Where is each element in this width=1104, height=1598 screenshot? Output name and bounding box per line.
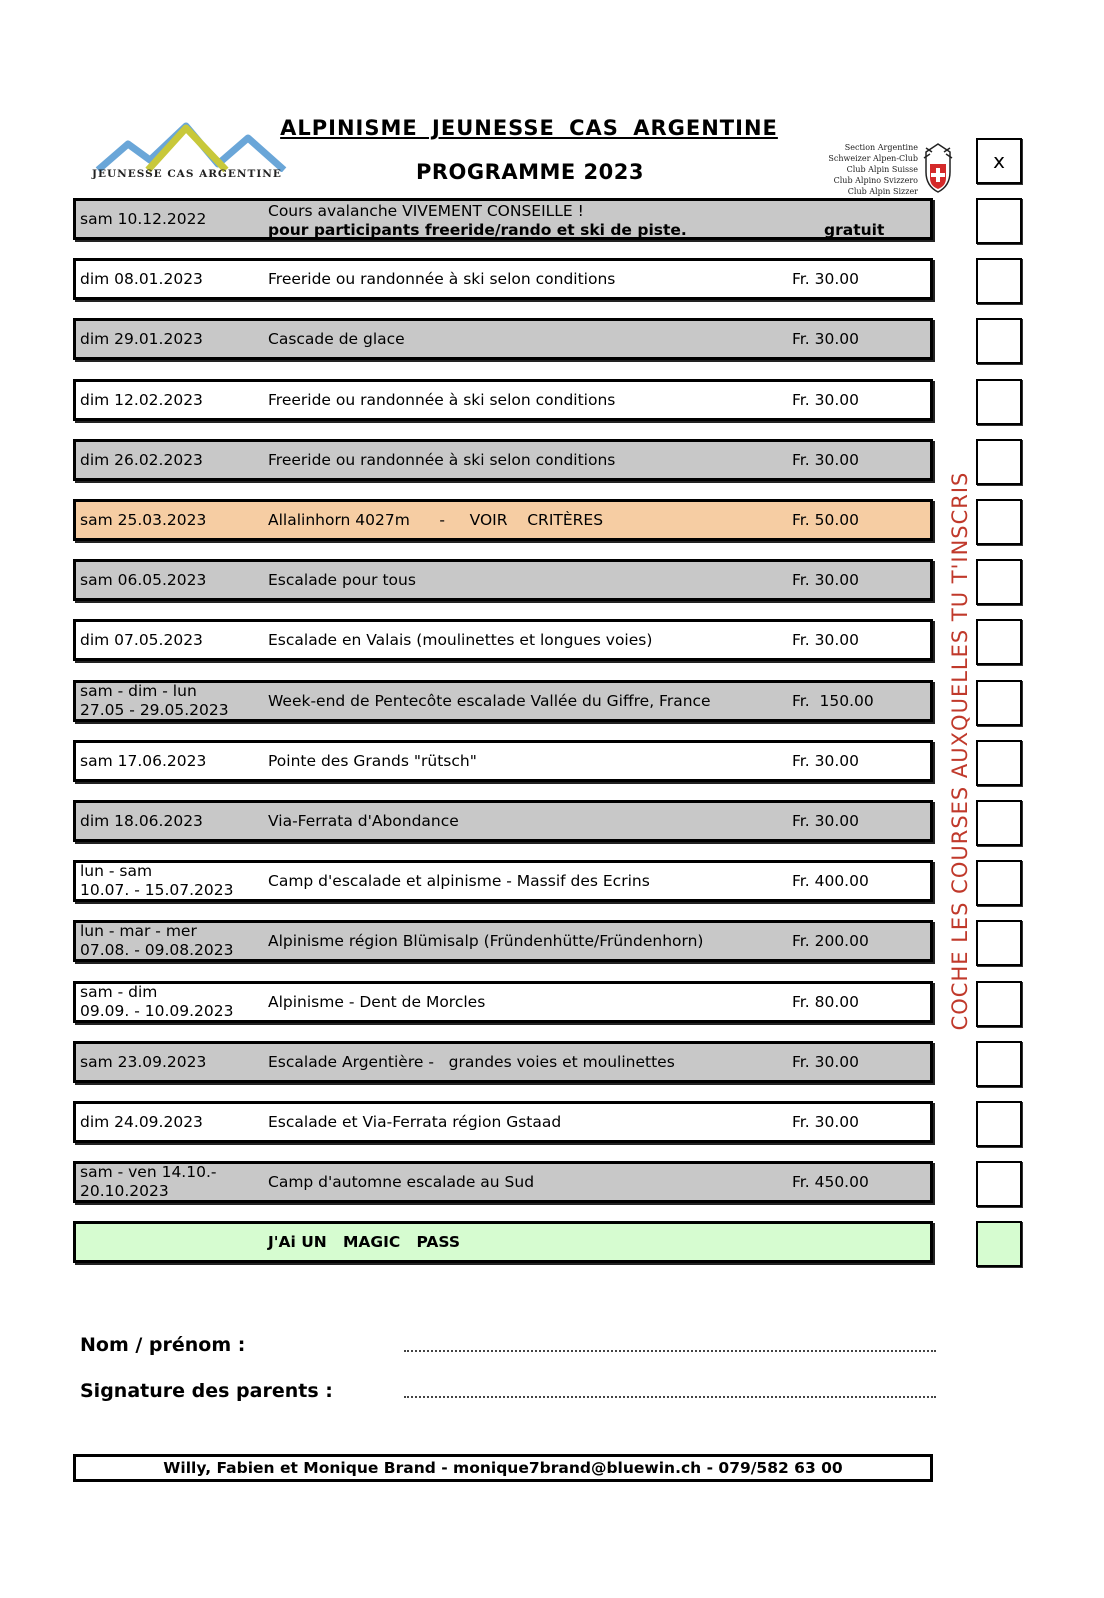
course-description: Via-Ferrata d'Abondance: [268, 812, 459, 830]
course-date: dim 26.02.2023: [80, 450, 203, 469]
logo-left-text: JEUNESSE CAS ARGENTINE: [92, 168, 282, 180]
course-row: [73, 981, 933, 1023]
course-checkbox[interactable]: [976, 198, 1022, 244]
course-description: Escalade et Via-Ferrata région Gstaad: [268, 1113, 562, 1131]
swiss-cross-crest-icon: [920, 142, 956, 194]
course-description: Camp d'automne escalade au Sud: [268, 1173, 535, 1191]
course-date: sam 23.09.2023: [80, 1052, 207, 1071]
course-row: [73, 318, 933, 360]
course-row: [73, 559, 933, 601]
cas-section-logo: [826, 142, 956, 202]
course-row: [73, 920, 933, 962]
course-checkbox[interactable]: [976, 1101, 1022, 1147]
course-checkbox[interactable]: [976, 258, 1022, 304]
course-checkbox[interactable]: [976, 379, 1022, 425]
course-date: dim 08.01.2023: [80, 269, 203, 288]
course-checkbox[interactable]: [976, 680, 1022, 726]
course-checkbox[interactable]: [976, 439, 1022, 485]
section-lines: [826, 142, 918, 197]
side-instruction: COCHE LES COURSES AUXQUELLES TU T'INSCRIS: [948, 471, 972, 1031]
course-price: Fr. 400.00: [792, 872, 869, 890]
course-date: sam - dim 09.09. - 10.09.2023: [80, 983, 234, 1020]
page-subtitle: PROGRAMME 2023: [416, 160, 644, 184]
course-checkbox[interactable]: [976, 920, 1022, 966]
course-price: Fr. 50.00: [792, 511, 859, 529]
course-price: Fr. 30.00: [792, 1053, 859, 1071]
course-date: sam 17.06.2023: [80, 751, 207, 770]
course-row: [73, 1041, 933, 1083]
course-row: [73, 680, 933, 722]
course-price: Fr. 30.00: [792, 270, 859, 288]
course-price: Fr. 80.00: [792, 993, 859, 1011]
course-date: dim 18.06.2023: [80, 811, 203, 830]
course-date: lun - mar - mer 07.08. - 09.08.2023: [80, 922, 234, 959]
course-date: dim 24.09.2023: [80, 1112, 203, 1131]
course-row: [73, 379, 933, 421]
course-row: [73, 800, 933, 842]
course-description: Freeride ou randonnée à ski selon conditions: [268, 451, 616, 469]
course-price: gratuit: [824, 220, 885, 239]
course-price: Fr. 150.00: [792, 692, 874, 710]
contact-footer: Willy, Fabien et Monique Brand - monique7brand@bluewin.ch - 079/582 63 00: [73, 1454, 933, 1482]
course-description: [268, 202, 798, 238]
course-description: Pointe des Grands "rütsch": [268, 752, 477, 770]
course-description: Alpinisme - Dent de Morcles: [268, 993, 486, 1011]
course-price: Fr. 30.00: [792, 330, 859, 348]
checkbox-header[interactable]: [976, 138, 1022, 184]
course-date: dim 12.02.2023: [80, 390, 203, 409]
course-description-line1: Cours avalanche VIVEMENT CONSEILLE !: [268, 202, 584, 220]
magic-pass-label: J'Ai UN MAGIC PASS: [268, 1233, 461, 1251]
course-checkbox[interactable]: [976, 559, 1022, 605]
course-price: Fr. 30.00: [792, 451, 859, 469]
logo-line: Club Alpin Suisse: [846, 165, 918, 174]
course-price: Fr. 30.00: [792, 812, 859, 830]
name-field[interactable]: [404, 1350, 936, 1352]
course-date: dim 29.01.2023: [80, 329, 203, 348]
course-date: sam 10.12.2022: [80, 209, 207, 228]
course-checkbox[interactable]: [976, 860, 1022, 906]
course-row: [73, 439, 933, 481]
course-row: [73, 740, 933, 782]
course-price: Fr. 30.00: [792, 391, 859, 409]
course-description: Camp d'escalade et alpinisme - Massif des Ecrins: [268, 872, 650, 890]
course-row: [73, 499, 933, 541]
logo-line: Schweizer Alpen-Club: [828, 154, 918, 163]
course-date: sam - dim - lun 27.05 - 29.05.2023: [80, 682, 229, 719]
course-description: Week-end de Pentecôte escalade Vallée du Giffre, France: [268, 692, 711, 710]
course-checkbox[interactable]: [976, 318, 1022, 364]
course-price: Fr. 30.00: [792, 1113, 859, 1131]
page-title: ALPINISME JEUNESSE CAS ARGENTINE: [280, 116, 778, 140]
course-description-line2: pour participants freeride/rando et ski de piste.: [268, 221, 687, 239]
name-label: Nom / prénom :: [80, 1334, 246, 1356]
course-description: Escalade pour tous: [268, 571, 416, 589]
course-checkbox[interactable]: [976, 800, 1022, 846]
course-row: [73, 258, 933, 300]
course-description: Alpinisme région Blümisalp (Fründenhütte/Fründenhorn): [268, 932, 704, 950]
course-description: Escalade Argentière - grandes voies et moulinettes: [268, 1053, 675, 1071]
course-description: Cascade de glace: [268, 330, 405, 348]
course-date: lun - sam 10.07. - 15.07.2023: [80, 862, 234, 899]
course-description: Allalinhorn 4027m - VOIR CRITÈRES: [268, 511, 604, 529]
course-checkbox[interactable]: [976, 499, 1022, 545]
course-price: Fr. 30.00: [792, 571, 859, 589]
check-mark: x: [993, 149, 1005, 173]
course-price: Fr. 30.00: [792, 752, 859, 770]
course-date: sam 25.03.2023: [80, 510, 207, 529]
course-description: Freeride ou randonnée à ski selon conditions: [268, 270, 616, 288]
course-checkbox[interactable]: [976, 1161, 1022, 1207]
logo-line: Club Alpino Svizzero: [833, 176, 918, 185]
course-checkbox[interactable]: [976, 740, 1022, 786]
logo-line: Section Argentine: [844, 143, 918, 152]
course-checkbox[interactable]: [976, 981, 1022, 1027]
course-checkbox[interactable]: [976, 1041, 1022, 1087]
magic-pass-row: [73, 1221, 933, 1263]
course-row: [73, 198, 933, 240]
course-row: [73, 860, 933, 902]
course-date: dim 07.05.2023: [80, 630, 203, 649]
course-row: [73, 1161, 933, 1203]
magic-pass-checkbox[interactable]: [976, 1221, 1022, 1267]
signature-field[interactable]: [404, 1396, 936, 1398]
course-description: Freeride ou randonnée à ski selon conditions: [268, 391, 616, 409]
course-price: Fr. 200.00: [792, 932, 869, 950]
signature-label: Signature des parents :: [80, 1380, 333, 1402]
course-row: [73, 1101, 933, 1143]
course-row: [73, 619, 933, 661]
course-date: sam - ven 14.10.- 20.10.2023: [80, 1163, 217, 1200]
course-description: Escalade en Valais (moulinettes et longues voies): [268, 631, 653, 649]
course-checkbox[interactable]: [976, 619, 1022, 665]
course-price: Fr. 450.00: [792, 1173, 869, 1191]
course-price: Fr. 30.00: [792, 631, 859, 649]
course-date: sam 06.05.2023: [80, 570, 207, 589]
logo-line: Club Alpin Sizzer: [847, 187, 918, 196]
